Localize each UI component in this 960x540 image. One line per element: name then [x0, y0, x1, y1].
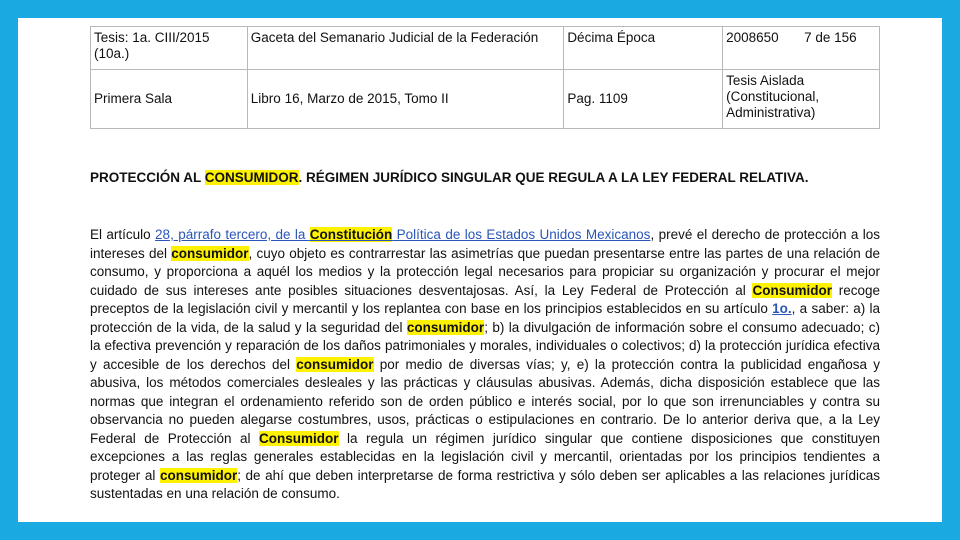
heading-text-end: . RÉGIMEN JURÍDICO SINGULAR QUE REGULA A LA LEY FEDERAL RELATIVA. — [298, 170, 809, 185]
link-text: 28, párrafo tercero, de la — [155, 227, 310, 242]
thesis-metadata-table — [90, 26, 880, 129]
highlight-term: consumidor — [171, 245, 249, 261]
link-text: Política de los Estados Unidos Mexicanos — [392, 227, 651, 242]
page-counter: 7 de 156 — [804, 30, 857, 45]
thesis-body — [90, 226, 880, 504]
source: Gaceta del Semanario Judicial de la Federación — [247, 27, 564, 70]
thesis-number: Tesis: 1a. CIII/2015 (10a.) — [91, 27, 248, 70]
body-text: ; de ahí que deben interpretarse de forma restrictiva y sólo deben ser aplicables a las relaciones jurídicas sustentadas en una relación de consumo. — [90, 467, 880, 501]
epoch: Décima Época — [564, 27, 723, 70]
highlight-term: consumidor — [296, 356, 374, 372]
heading-text: PROTECCIÓN AL — [90, 170, 205, 185]
link-highlight: Constitución — [309, 227, 393, 242]
body-text: por medio de diversas vías; y, e) la protección contra la publicidad engañosa y abusiva, los métodos comerciales desleales y las prácticas y cláusulas abusivas. Además, dicha disposición establece que las normas que integran el ordenamiento referido son de orden público e interés social, por lo que son irrenunciables y contra su observancia no pueden alegarse costumbres, usos, prácticas o estipulaciones en contrario. De lo anterior deriva que, a la Ley Federal de Protección al — [90, 356, 880, 446]
highlight-term: consumidor — [406, 319, 485, 335]
constitution-link[interactable] — [155, 227, 650, 242]
heading-highlight: CONSUMIDOR — [204, 170, 299, 185]
highlight-term: Consumidor — [259, 430, 339, 446]
court-chamber: Primera Sala — [91, 70, 248, 129]
body-text: , prevé el derecho de protección a los intereses del — [90, 227, 880, 261]
highlight-term: consumidor — [159, 467, 238, 483]
body-text: ; b) la divulgación de información sobre el consumo adecuado; c) la efectiva prevención y reparación de los daños patrimoniales y morales, individuales o colectivos; d) la protección jurídica efectiva y accesible de los derechos del — [90, 319, 880, 372]
highlight-term: Consumidor — [752, 282, 832, 298]
article-1-link[interactable]: 1o. — [772, 301, 792, 316]
book-reference: Libro 16, Marzo de 2015, Tomo II — [247, 70, 564, 129]
registry-cell — [723, 27, 880, 70]
body-text: la regula un régimen jurídico singular que contiene disposiciones que constituyen excepciones a las reglas generales establecidas en la legislación civil y mercantil, orientadas por los principios tendientes a proteger al — [90, 430, 880, 483]
thesis-heading — [90, 170, 880, 185]
thesis-type: Tesis Aislada (Constitucional, Administrativa) — [723, 70, 880, 129]
page-reference: Pag. 1109 — [564, 70, 723, 129]
body-text: El artículo — [90, 227, 156, 242]
body-text: , cuyo objeto es contrarrestar las asimetrías que puedan presentarse entre las partes de una relación de consumo, y proporciona a aquél los medios y la protección legal necesarios para propiciar su organización y procurar el mejor cuidado de sus intereses ante posibles situaciones desventajosas. Así, la Ley Federal de Protección al — [90, 245, 880, 298]
registry-number: 2008650 — [726, 30, 779, 45]
document-page — [18, 18, 942, 522]
body-text: recoge preceptos de la legislación civil y mercantil y los replantea con base en los principios establecidos en su artículo — [90, 282, 881, 316]
body-text: , a saber: a) la protección de la vida, de la salud y la seguridad del — [90, 301, 881, 335]
